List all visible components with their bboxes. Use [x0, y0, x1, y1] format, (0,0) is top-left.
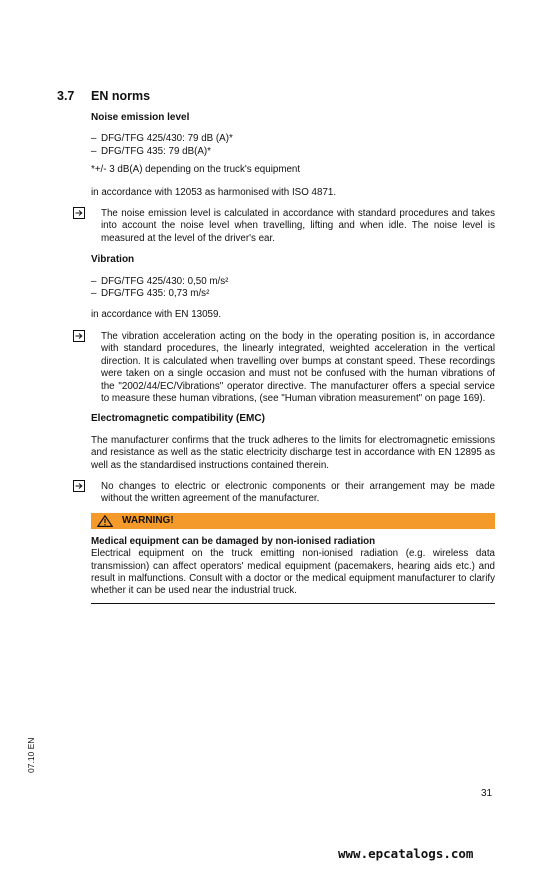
- emc-text: The manufacturer confirms that the truck adheres to the limits for electromagnetic emissions and resistance as well as the static electricity discharge test in accordance with EN 12895 as well as the standardised instructions contained therein.: [91, 434, 495, 471]
- warning-rule: [91, 603, 495, 604]
- warning-triangle-icon: [97, 515, 113, 527]
- arrow-right-icon: [73, 480, 85, 492]
- warning-banner: [91, 513, 495, 529]
- list-item: – DFG/TFG 425/430: 79 dB (A)*: [91, 133, 233, 145]
- noise-footnote: *+/- 3 dB(A) depending on the truck's equipment: [91, 164, 301, 176]
- emc-heading: Electromagnetic compatibility (EMC): [91, 413, 265, 425]
- warning-label: WARNING!: [122, 514, 174, 526]
- document-code: 07.10 EN: [26, 737, 36, 773]
- vibration-note: The vibration acceleration acting on the body in the operating position is, in accordance with standard procedures, the linearly integrated, weighted acceleration in the vertical direction. It is calculated when travelling over bumps at constant speed. These recordings were taken on a single occasion and must not be confused with the human vibrations of the "2002/44/EC/Vibrations" operator directive. The manufacturer offers a special service to measure these human vibrations, (see "Human vibration measurement" on page 169).: [91, 331, 495, 405]
- noise-note: The noise emission level is calculated in accordance with standard procedures and takes into account the noise level when travelling, lifting and when idle. The noise level is measured at the level of the driver's ear.: [91, 208, 495, 245]
- section-content: [91, 112, 495, 604]
- noise-standard: in accordance with 12053 as harmonised with ISO 4871.: [91, 186, 337, 198]
- vibration-standard: in accordance with EN 13059.: [91, 309, 222, 321]
- list-item: – DFG/TFG 435: 0,73 m/s²: [91, 288, 210, 300]
- noise-heading: Noise emission level: [91, 112, 190, 123]
- list-item: – DFG/TFG 425/430: 0,50 m/s²: [91, 275, 229, 287]
- emc-note: No changes to electric or electronic components or their arrangement may be made without the written agreement of the manufacturer.: [91, 481, 495, 506]
- warning-text: Electrical equipment on the truck emitting non-ionised radiation (e.g. wireless data transmission) can affect operators' medical equipment (pacemakers, hearing aids etc.) and result in malfunctions. Consult with a doctor or the medical equipment manufacturer to clarify whether it can be used near the industrial truck.: [91, 548, 495, 597]
- vibration-heading: Vibration: [91, 254, 135, 266]
- page-number: 31: [481, 788, 493, 799]
- arrow-right-icon: [73, 330, 85, 342]
- section-title: EN norms: [91, 89, 151, 103]
- warning-heading: Medical equipment can be damaged by non-ionised radiation: [91, 535, 376, 547]
- watermark: www.epcatalogs.com: [338, 846, 474, 861]
- section-number: 3.7: [57, 89, 75, 103]
- list-item: – DFG/TFG 435: 79 dB(A)*: [91, 145, 211, 157]
- arrow-right-icon: [73, 207, 85, 219]
